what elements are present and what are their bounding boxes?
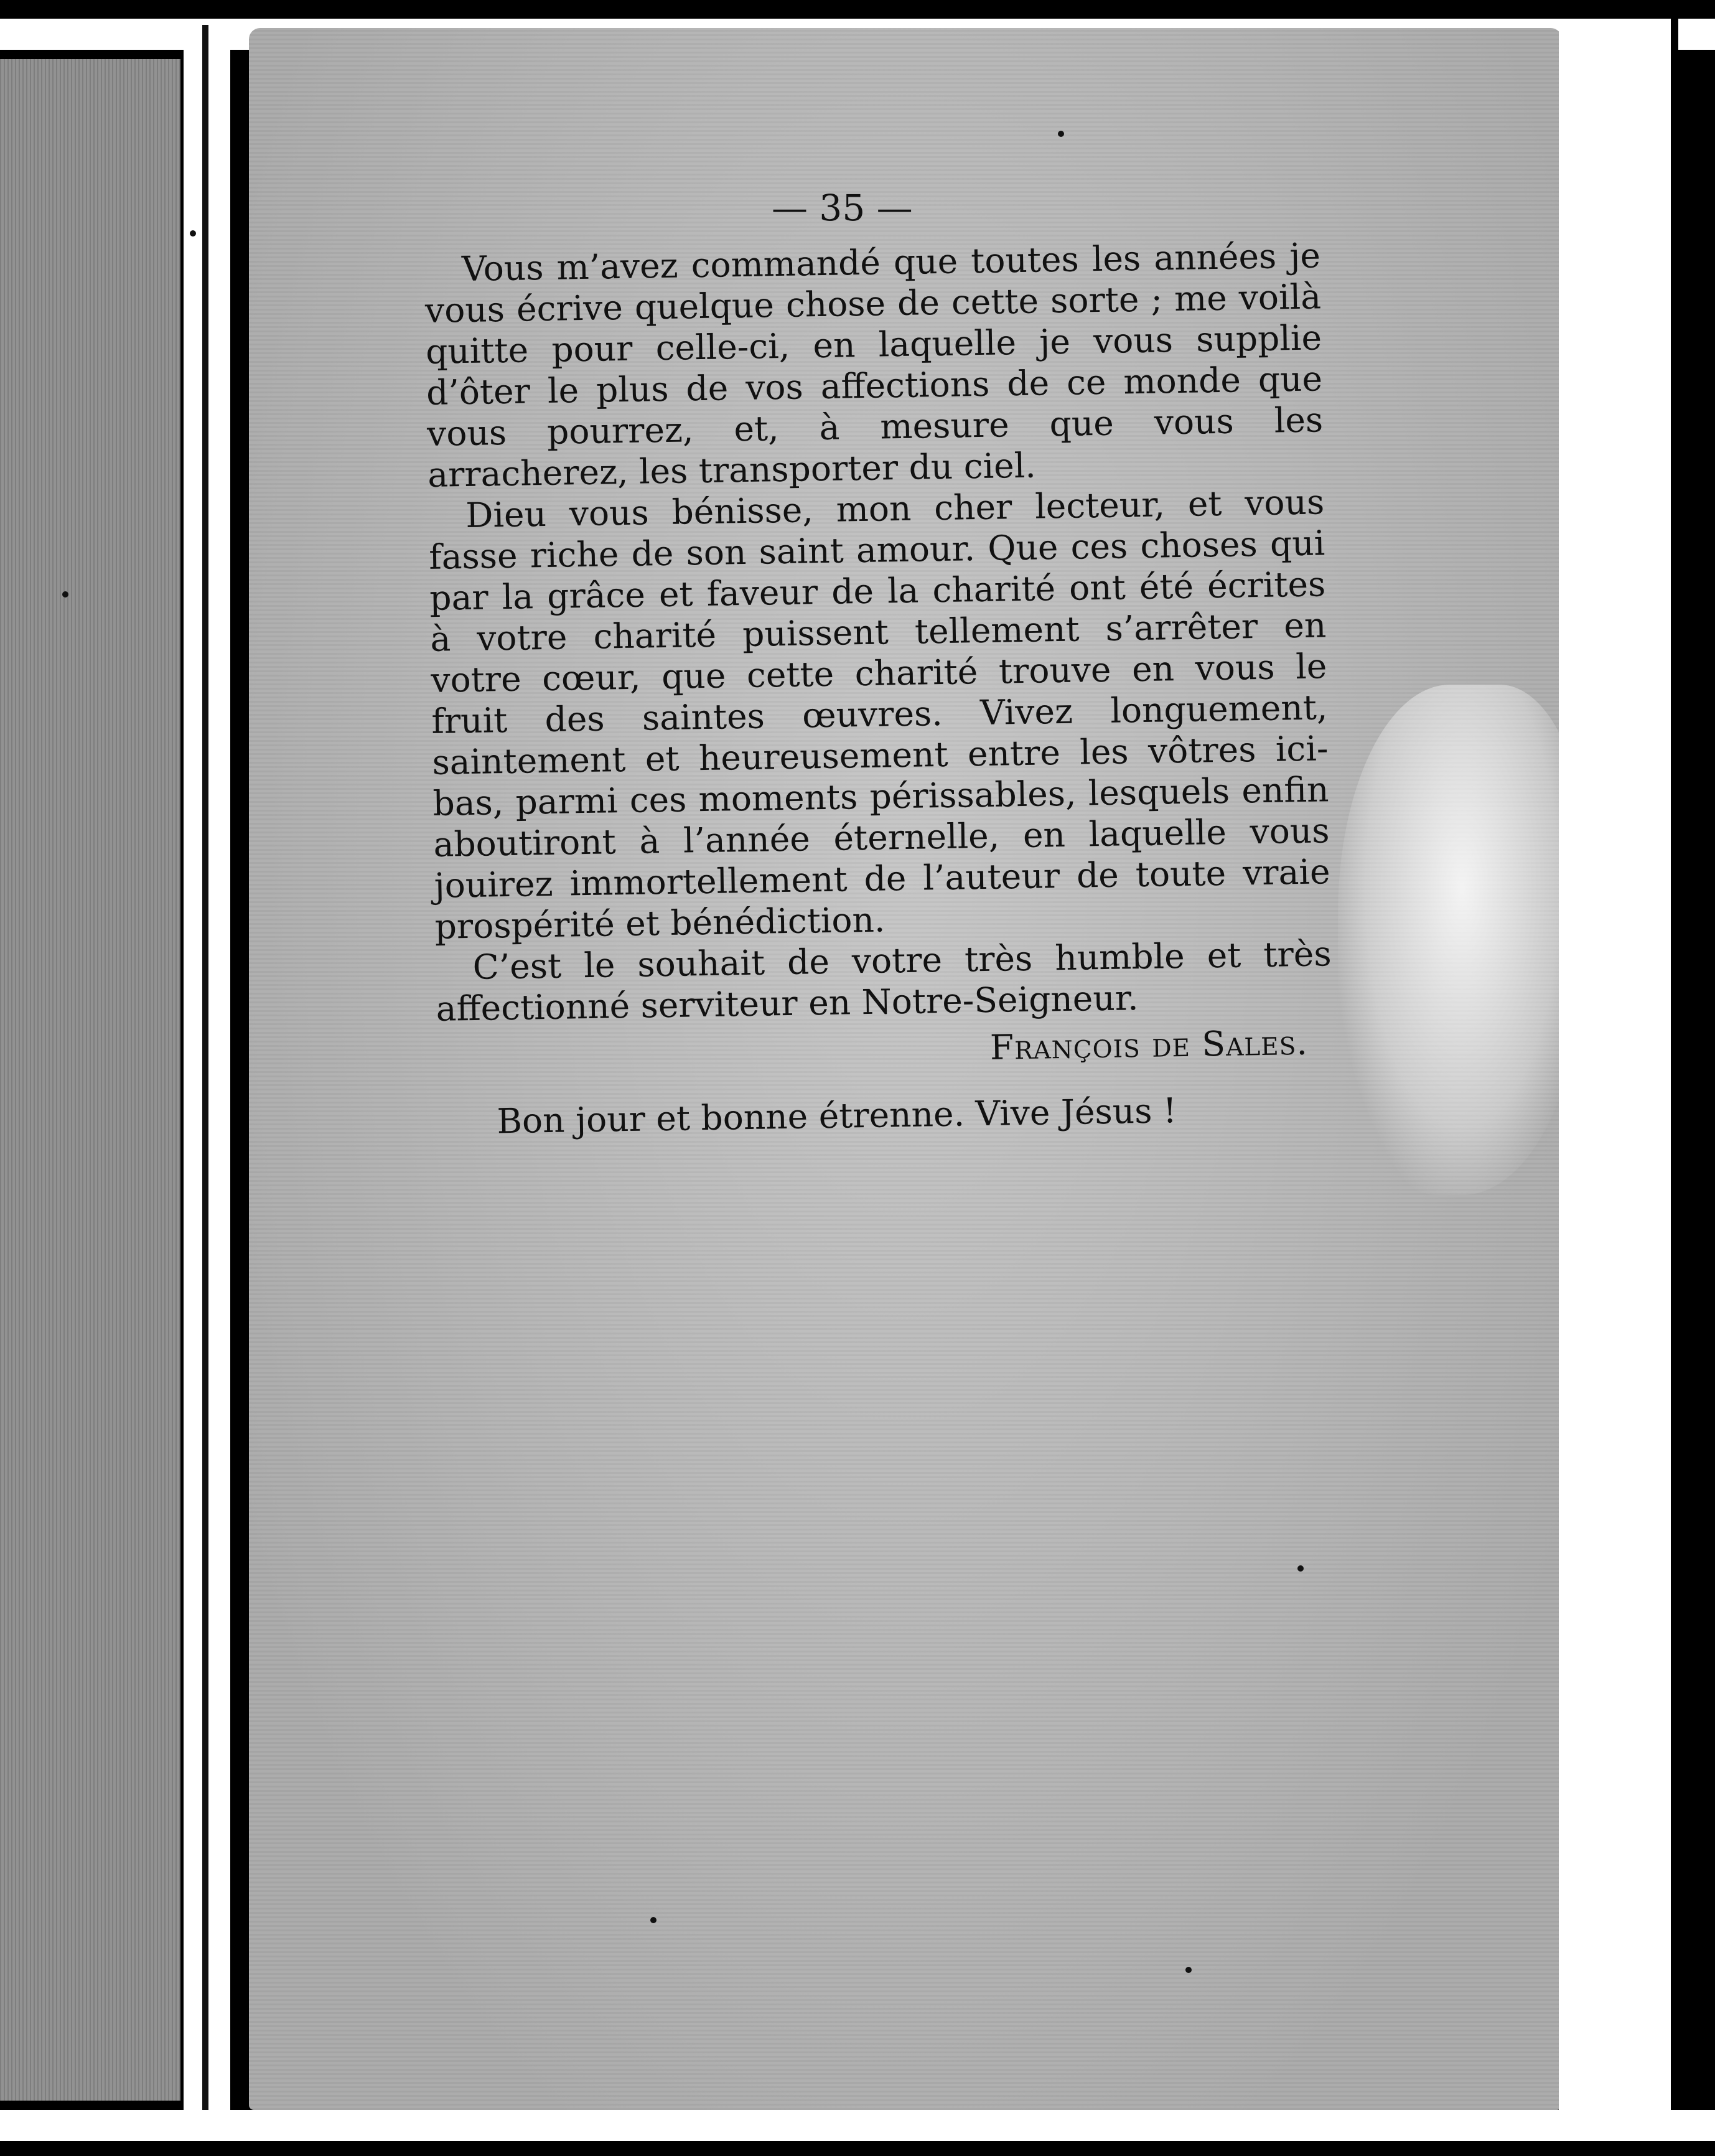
closing-line: Bon jour et bonne étrenne. Vive Jésus ! [497, 1090, 1177, 1141]
paragraph-3: C’est le souhait de votre très humble et très affectionné serviteur en Notre-Seigneur. [436, 934, 1332, 1029]
ink-speck [1185, 1967, 1192, 1973]
ink-speck [62, 591, 68, 598]
paper-stain [1338, 685, 1587, 1195]
page-number: — 35 — [772, 187, 913, 229]
ink-speck [1058, 131, 1064, 137]
right-scan-margin [1559, 19, 1671, 2129]
ink-speck [1297, 1565, 1304, 1572]
ink-speck [190, 230, 196, 237]
author-signature: François de Sales. [989, 1022, 1309, 1067]
paragraph-2: Dieu vous bénisse, mon cher lecteur, et vous fasse riche de son saint amour. Que ces choses qui par la grâce et faveur de la charité ont été écrites à votre charité puissent tellement s’arrêter en votre cœur, que cette charité trouve en vous le fruit des saintes œuvres. Vivez longuement, saintement et heureusement entre les vôtres ici-bas, parmi ces moments périssables, lesquels enfin aboutiront à l’année éternelle, en laquelle vous jouirez immortellement de l’auteur de toute vraie prospérité et bénédiction. [428, 482, 1330, 947]
paragraph-1: Vous m’avez commandé que toutes les années je vous écrive quelque chose de cette sorte ; me voilà quitte pour celle-ci, en laquelle je vous supplie d’ôter le plus de vos affections de ce monde que vous pourrez, et, à mesure que vous les arracherez, les transporter du ciel. [424, 235, 1324, 495]
body-text [423, 172, 1334, 1142]
ink-speck [650, 1917, 657, 1923]
gutter-shadow [202, 25, 208, 2122]
bottom-scan-edge [0, 2110, 1715, 2141]
right-scan-border [1671, 19, 1678, 2129]
left-facing-page [0, 59, 180, 2101]
